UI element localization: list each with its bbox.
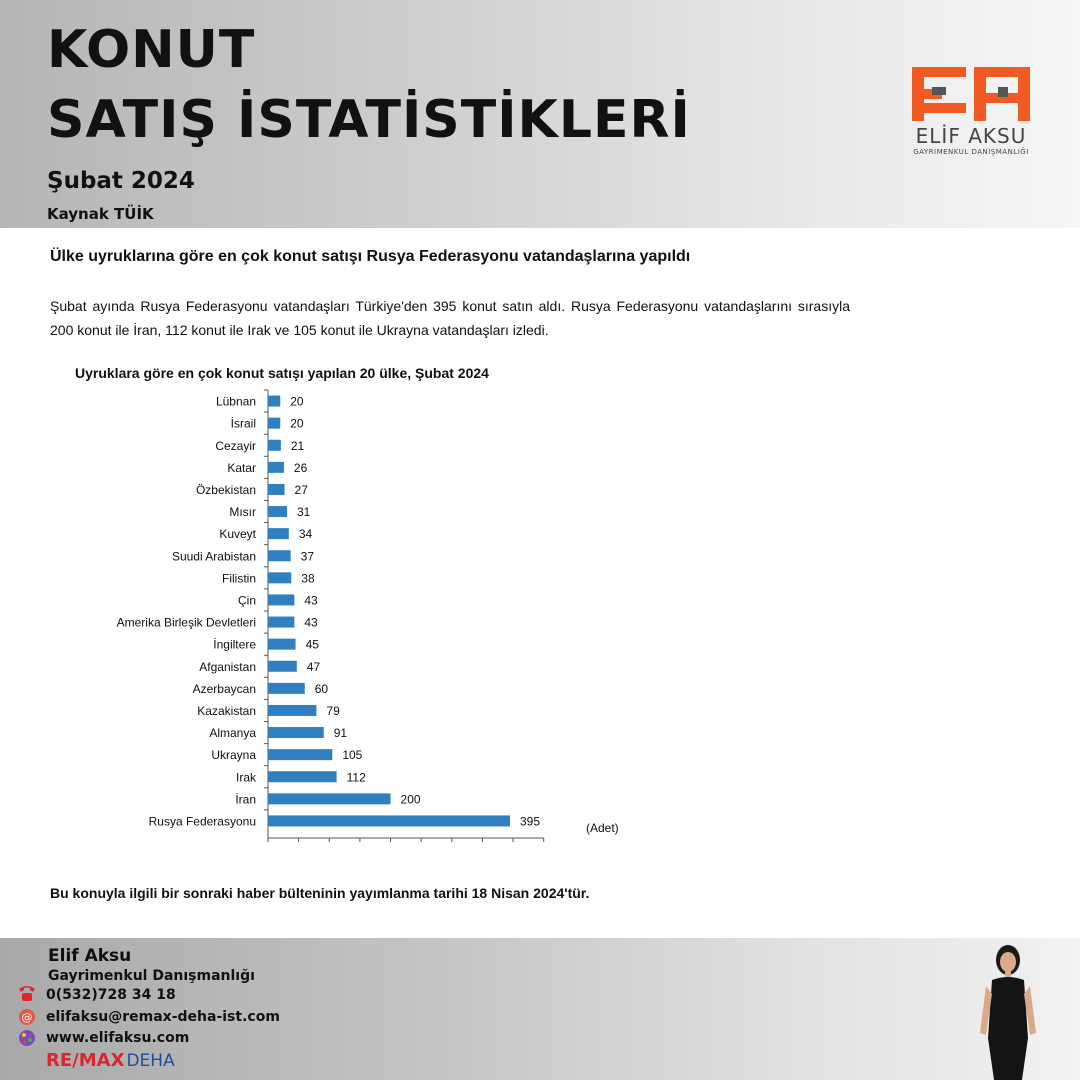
bar <box>268 749 332 760</box>
value-label: 43 <box>304 615 318 630</box>
value-label: 91 <box>333 726 348 741</box>
unit-label: (Adet) <box>586 820 619 835</box>
footnote: Bu konuyla ilgili bir sonraki haber bülteninin yayımlanma tarihi 18 Nisan 2024'tür. <box>50 885 590 901</box>
category-label: İngiltere <box>213 637 256 652</box>
bar <box>268 815 510 826</box>
bar <box>268 617 294 628</box>
category-label: Lübnan <box>215 394 256 409</box>
value-label: 20 <box>290 416 304 431</box>
bar <box>268 639 296 650</box>
bar <box>268 793 391 804</box>
article-headline: Ülke uyruklarına göre en çok konut satışı Rusya Federasyonu vatandaşlarına yapıldı <box>50 248 691 265</box>
bar <box>268 550 291 561</box>
category-label: İran <box>235 792 256 807</box>
value-label: 112 <box>346 770 366 785</box>
category-label: İsrail <box>230 416 256 431</box>
bar <box>268 572 291 583</box>
bar <box>268 683 305 694</box>
category-label: Özbekistan <box>195 482 256 497</box>
phone-number[interactable]: 0(532)728 34 18 <box>46 987 176 1003</box>
bar <box>268 440 281 451</box>
category-label: Filistin <box>221 571 256 586</box>
agent-portrait <box>972 938 1044 1080</box>
bar <box>268 771 337 782</box>
page-title-line1: KONUT <box>47 20 256 80</box>
svg-text:@: @ <box>21 1011 33 1024</box>
category-label: Suudi Arabistan <box>171 549 256 564</box>
bar <box>268 396 280 407</box>
agent-name: Elif Aksu <box>48 946 132 966</box>
bar <box>268 462 284 473</box>
value-label: 60 <box>314 681 329 696</box>
category-label: Rusya Federasyonu <box>148 814 256 829</box>
agent-role: Gayrimenkul Danışmanlığı <box>48 968 255 984</box>
globe-icon <box>16 1028 38 1048</box>
period-subtitle: Şubat 2024 <box>47 168 195 194</box>
logo-name: ELİF AKSU <box>915 124 1027 148</box>
value-label: 21 <box>290 438 305 453</box>
category-label: Çin <box>237 593 256 608</box>
phone-icon <box>16 983 38 1003</box>
category-label: Amerika Birleşik Devletleri <box>116 615 256 630</box>
value-label: 26 <box>293 460 308 475</box>
bar <box>268 727 324 738</box>
value-label: 79 <box>326 703 340 718</box>
page-title-line2: SATIŞ İSTATİSTİKLERİ <box>47 90 691 150</box>
category-label: Katar <box>227 460 256 475</box>
category-label: Cezayir <box>215 438 256 453</box>
value-label: 31 <box>296 505 311 520</box>
bar <box>268 484 285 495</box>
remax-brand: RE/MAX <box>46 1050 125 1071</box>
value-label: 200 <box>400 792 421 807</box>
remax-deha-logo <box>46 1050 175 1071</box>
category-label: Afganistan <box>199 659 256 674</box>
value-label: 43 <box>304 593 318 608</box>
value-label: 20 <box>290 394 304 409</box>
source-label: Kaynak TÜİK <box>47 205 154 223</box>
bar <box>268 528 289 539</box>
email-link[interactable]: elifaksu@remax-deha-ist.com <box>46 1009 280 1025</box>
bar <box>268 661 297 672</box>
category-label: Almanya <box>209 726 256 741</box>
bar <box>268 506 287 517</box>
value-label: 34 <box>298 527 313 542</box>
article-paragraph: Şubat ayında Rusya Federasyonu vatandaşları Türkiye'den 395 konut satın aldı. Rusya Federasyonu vatandaşlarını sırasıyla 200 konut ile İran, 112 konut ile Irak ve 105 konut ile Ukrayna vatandaşları izledi. <box>50 298 850 338</box>
website-link[interactable]: www.elifaksu.com <box>46 1030 190 1046</box>
logo-tagline: GAYRIMENKUL DANIŞMANLIĞI <box>913 148 1029 156</box>
deha-brand: DEHA <box>126 1051 175 1071</box>
category-label: Kazakistan <box>197 703 256 718</box>
value-label: 45 <box>305 637 319 652</box>
category-label: Ukrayna <box>211 748 256 763</box>
email-icon <box>16 1006 38 1026</box>
bar <box>268 418 280 429</box>
category-label: Kuveyt <box>219 527 256 542</box>
category-label: Azerbaycan <box>192 681 256 696</box>
category-label: Mısır <box>229 505 256 520</box>
category-label: Irak <box>235 770 256 785</box>
value-label: 37 <box>300 549 315 564</box>
value-label: 105 <box>342 748 363 763</box>
value-label: 395 <box>520 814 541 829</box>
value-label: 27 <box>294 482 308 497</box>
bar <box>268 705 316 716</box>
chart-title: Uyruklara göre en çok konut satışı yapılan 20 ülke, Şubat 2024 <box>75 365 489 381</box>
bar <box>268 594 294 605</box>
value-label: 38 <box>301 571 315 586</box>
value-label: 47 <box>306 659 321 674</box>
